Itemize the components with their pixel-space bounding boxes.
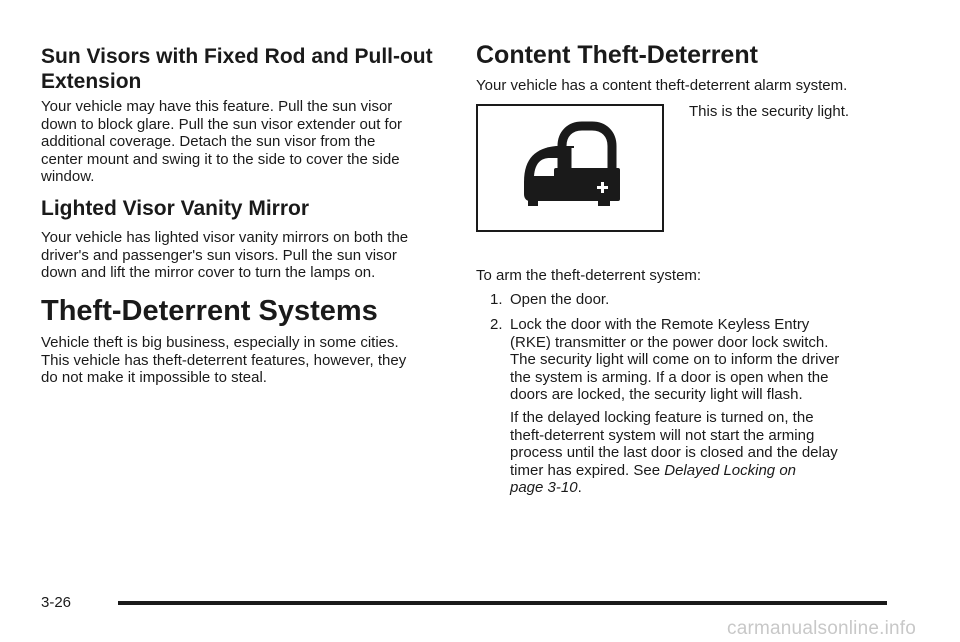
heading-line-2: Extension	[41, 70, 142, 93]
text-line: timer has expired. See	[510, 461, 665, 479]
text-line: driver's and passenger's sun visors. Pull the sun visor	[41, 246, 397, 264]
section-heading-sun-visors	[41, 44, 433, 94]
text-line: down and lift the mirror cover to turn the lamps on.	[41, 264, 376, 281]
text-line: window.	[41, 168, 95, 185]
text-line: Your vehicle has lighted visor vanity mirrors on both the	[41, 229, 409, 246]
text-line: center mount and swing it to the side to cover the side	[41, 150, 400, 168]
text-line: do not make it impossible to steal.	[41, 369, 267, 386]
cross-reference-page[interactable]: page 3-10	[510, 479, 578, 496]
text-line: Vehicle theft is big business, especially in some cities.	[41, 334, 399, 351]
step-text	[510, 316, 890, 404]
text-line: doors are locked, the security light will flash.	[510, 386, 803, 403]
content-theft-intro: Your vehicle has a content theft-deterrent alarm system.	[476, 77, 848, 94]
text-line: (RKE) transmitter or the power door lock switch.	[510, 333, 829, 351]
text-line: This vehicle has theft-deterrent features, however, they	[41, 351, 407, 369]
text-line: Lock the door with the Remote Keyless Entry	[510, 316, 810, 333]
text-line: process until the last door is closed and the delay	[510, 444, 838, 461]
watermark: carmanualsonline.info	[727, 618, 917, 639]
security-light-illustration	[476, 104, 664, 232]
step-number: 1.	[490, 291, 503, 308]
text-line: theft-deterrent system will not start the arming	[510, 426, 815, 444]
section-heading-vanity-mirror: Lighted Visor Vanity Mirror	[41, 197, 309, 220]
text-line: down to block glare. Pull the sun visor extender out for	[41, 115, 403, 133]
text-line: If the delayed locking feature is turned on, the	[510, 409, 814, 426]
section-heading-theft-deterrent: Theft-Deterrent Systems	[41, 295, 378, 327]
step-number: 2.	[490, 316, 503, 333]
text-line: Your vehicle may have this feature. Pull the sun visor	[41, 98, 393, 115]
theft-deterrent-paragraph	[41, 334, 446, 387]
page-number: 3-26	[41, 594, 72, 611]
text-line: The security light will come on to inform the driver	[510, 351, 840, 368]
security-light-icon	[478, 106, 662, 230]
delayed-locking-note	[510, 409, 890, 497]
footer-rule	[118, 601, 887, 605]
text-line: additional coverage. Detach the sun visor from the	[41, 133, 376, 150]
security-light-caption: This is the security light.	[689, 103, 850, 120]
text-line: the system is arming. If a door is open when the	[510, 368, 829, 386]
step-text: Open the door.	[510, 291, 610, 308]
vanity-mirror-paragraph	[41, 229, 446, 282]
sun-visors-paragraph	[41, 98, 446, 186]
section-heading-content-theft: Content Theft-Deterrent	[476, 41, 758, 69]
arm-intro: To arm the theft-deterrent system:	[476, 267, 702, 284]
cross-reference-link[interactable]: Delayed Locking on	[664, 461, 797, 479]
heading-line-1: Sun Visors with Fixed Rod and Pull-out	[41, 45, 433, 68]
text-line: .	[577, 479, 582, 496]
